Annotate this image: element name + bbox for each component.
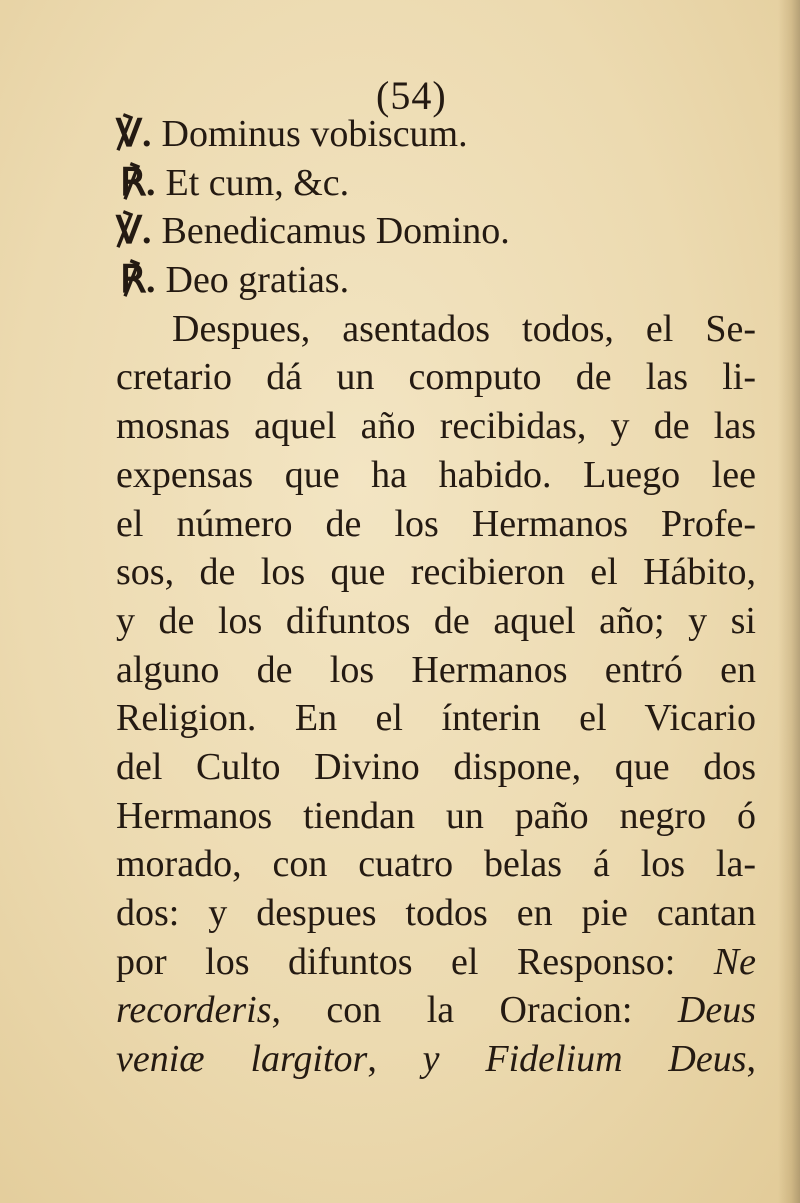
paragraph-line: sos, de los que recibieron el Hábito, <box>116 551 756 594</box>
paragraph-line: el número de los Hermanos Profe- <box>116 502 756 545</box>
response-line <box>116 256 756 305</box>
paragraph-line-responso <box>116 938 756 987</box>
ne-italic-text: Ne <box>713 940 756 983</box>
paragraph-line: morado, con cuatro belas á los la- <box>116 843 756 886</box>
paragraph-line: expensas que ha habido. Luego lee <box>116 453 756 496</box>
responso-intro-text: por los difuntos el Responso: <box>116 940 676 983</box>
versicle-text: Dominus vobiscum. <box>161 113 468 155</box>
response-symbol: ℟. <box>120 161 156 204</box>
fidelium-deus-italic-text: y Fidelium Deus <box>422 1038 747 1081</box>
deus-italic-text: Deus <box>677 989 756 1032</box>
page-text <box>116 110 756 1084</box>
comma-text: , <box>367 1038 377 1081</box>
paragraph-line: del Culto Divino dispone, que dos <box>116 745 756 788</box>
versicle-symbol: ℣. <box>116 113 152 155</box>
versicle-symbol: ℣. <box>116 210 152 253</box>
paragraph-line: Despues, asentados todos, el Se- <box>172 307 756 350</box>
paragraph-line-final <box>116 1035 756 1084</box>
page-edge-shadow <box>778 0 800 1203</box>
paragraph-line: cretario dá un computo de las li- <box>116 356 756 399</box>
versicle-line <box>116 110 756 159</box>
veniae-largitor-italic-text: veniæ largitor <box>116 1038 368 1081</box>
paragraph-line-oracion <box>116 986 756 1035</box>
paragraph-line: Hermanos tiendan un paño negro ó <box>116 794 756 837</box>
paragraph-line: Religion. En el ínterin el Vicario <box>116 697 756 740</box>
versicle-text: Benedicamus Domino. <box>161 210 510 253</box>
response-text: Et cum, &c. <box>165 161 350 204</box>
oracion-text: , con la Oracion: <box>271 989 633 1032</box>
final-comma-text: , <box>746 1038 756 1081</box>
page-number: (54) <box>376 73 447 118</box>
response-symbol: ℟. <box>120 259 156 302</box>
response-text: Deo gratias. <box>165 259 350 302</box>
versicle-line <box>116 207 756 256</box>
paragraph-line: alguno de los Hermanos entró en <box>116 648 756 691</box>
paragraph-line: y de los difuntos de aquel año; y si <box>116 599 756 642</box>
paragraph-line: mosnas aquel año recibidas, y de las <box>116 405 756 448</box>
recorderis-italic-text: recorderis <box>116 989 272 1032</box>
response-line <box>116 159 756 208</box>
paragraph-line: dos: y despues todos en pie cantan <box>116 892 756 934</box>
